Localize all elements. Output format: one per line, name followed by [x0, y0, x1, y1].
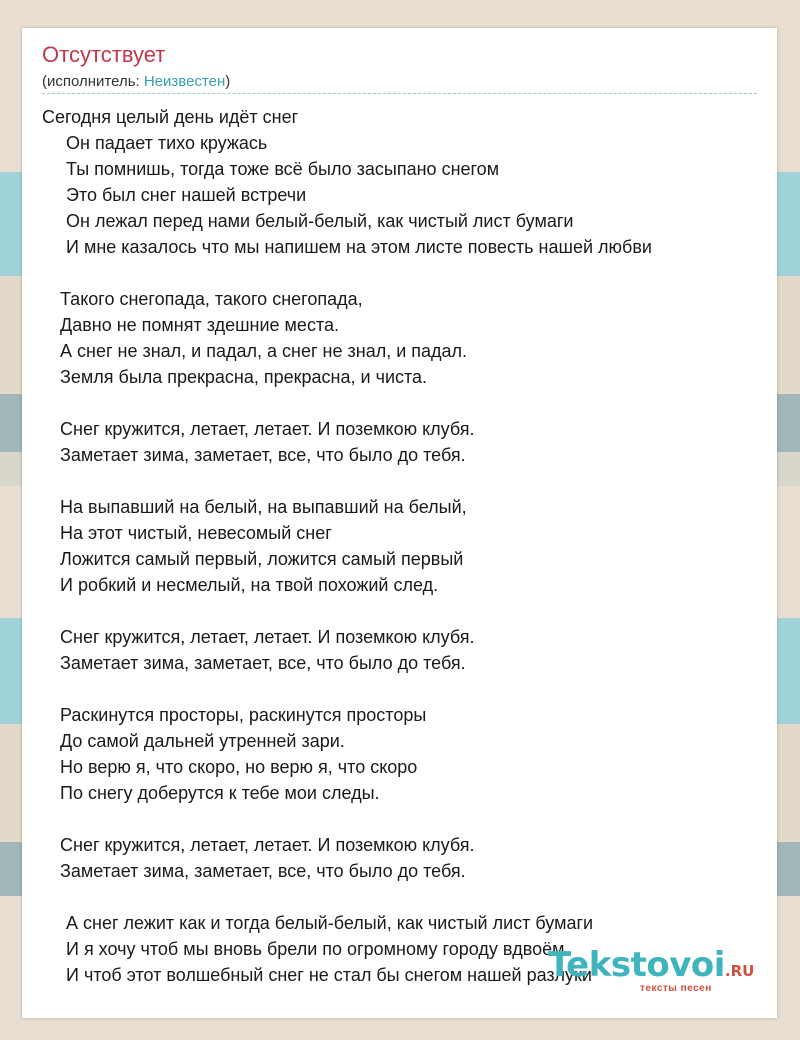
lyric-line: Такого снегопада, такого снегопада, [60, 289, 363, 309]
lyric-line: Заметает зима, заметает, все, что было до тебя. [60, 653, 466, 673]
artist-suffix: ) [225, 73, 231, 90]
lyric-line: Заметает зима, заметает, все, что было до тебя. [60, 861, 466, 881]
divider [42, 93, 757, 94]
lyric-line: Заметает зима, заметает, все, что было до тебя. [60, 445, 466, 465]
lyric-line: На выпавший на белый, на выпавший на белый, [60, 497, 467, 517]
lyric-line: По снегу доберутся к тебе мои следы. [60, 783, 380, 803]
logo-tagline: тексты песен [640, 983, 712, 994]
lyric-line: А снег не знал, и падал, а снег не знал, и падал. [60, 341, 468, 361]
lyric-line: Он лежал перед нами белый-белый, как чистый лист бумаги [66, 211, 574, 231]
lyric-line: До самой дальней утренней зари. [60, 731, 345, 751]
song-title: Отсутствует [42, 42, 166, 67]
lyric-line: Это был снег нашей встречи [66, 185, 307, 205]
artist-prefix: (исполнитель: [42, 73, 144, 90]
lyric-line: И чтоб этот волшебный снег не стал бы снегом нашей разлуки [66, 965, 592, 985]
logo-wordmark: Tekstovoi [548, 945, 725, 985]
artist-link[interactable]: Неизвестен [143, 73, 226, 90]
lyric-line: Он падает тихо кружась [66, 133, 268, 153]
lyric-line: И я хочу чтоб мы вновь брели по огромному городу вдвоём [66, 939, 565, 959]
lyric-line: Ты помнишь, тогда тоже всё было засыпано снегом [66, 159, 500, 179]
lyric-line: Давно не помнят здешние места. [60, 315, 339, 335]
lyric-line: Снег кружится, летает, летает. И поземкою клубя. [60, 419, 475, 439]
lyrics-card [22, 28, 777, 1018]
logo-tld: .RU [724, 962, 755, 980]
lyric-line: И робкий и несмелый, на твой похожий след. [60, 575, 439, 595]
lyric-line: На этот чистый, невесомый снег [60, 523, 332, 543]
lyric-line: Раскинутся просторы, раскинутся просторы [60, 705, 427, 725]
lyric-line: Ложится самый первый, ложится самый первый [60, 549, 464, 569]
lyric-line: Снег кружится, летает, летает. И поземкою клубя. [60, 835, 475, 855]
lyric-line: Снег кружится, летает, летает. И поземкою клубя. [60, 627, 475, 647]
lyric-line: Сегодня целый день идёт снег [42, 107, 299, 127]
lyric-line: А снег лежит как и тогда белый-белый, как чистый лист бумаги [66, 913, 594, 933]
lyric-line: Земля была прекрасна, прекрасна, и чиста. [60, 367, 428, 387]
lyric-line: И мне казалось что мы напишем на этом листе повесть нашей любви [66, 237, 652, 257]
artist-line [42, 73, 230, 90]
lyric-line: Но верю я, что скоро, но верю я, что скоро [60, 757, 418, 777]
site-logo[interactable] [548, 945, 754, 985]
